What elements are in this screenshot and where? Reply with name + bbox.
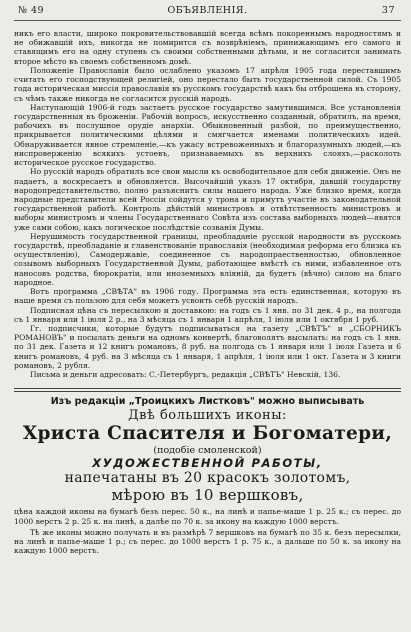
paragraph-1: никъ его власти, широко покровительствовавшій всегда всѣмъ покореннымъ народностямъ и не обижавшій ихъ, никогда не помирится съ возврѣніемъ, принижающимъ его самого и ставящимъ его на одну ступень съ своими собственными дѣтьми, и не согласится занимать второе мѣсто въ своемъ собственномъ домѣ.: [14, 29, 401, 66]
ad-headline: Изъ редакціи „Троицкихъ Листковъ" можно выписывать: [50, 396, 365, 408]
ad-price-text: цѣна каждой иконы на бумагѣ безъ перес. 50 к., на линѣ и папье-маше 1 р. 25 к.; съ перес. до 1000 верстъ 2 р. 25 к. на линѣ, а далѣе по 70 к. за икону на каждую 1000 верстъ.: [14, 507, 401, 526]
page-number: 37: [381, 5, 395, 16]
paragraph-4: Но русскій народъ обратилъ все свои мысли къ освободительное для себя движеніе. Онъ не падаетъ, а воскресаетъ и обновляется. Высочайшій указъ 17 октября, давшій государству народопредставительство, полно разъяснитъ силы нашего народа. Уже близко время, когда народные представители всей Россіи сойдутся у трона и примутъ участіе въ законодательной государственной работѣ. Контроль дѣйствій министровъ и отвѣтственность министровъ и выборы министромъ и члены Государственнаго Совѣта изъ состава выборныхъ людей—явятся уже сами собою, какъ логическое послѣдствіе созванія Думы.: [14, 167, 401, 232]
paragraph-9: Письма и деньги адресовать: С.-Петербургъ, редакція „СВѢТЪ" Невскій, 136.: [30, 370, 341, 380]
paragraph-5: Нерушимость государственной границы, преобладаніе русской народности въ русскомъ государствѣ, преобладаніе и главенствованіе православія (необходимая реформа его близка къ осуществленію), Самодержавіе, соединенное съ народопраественностью, обновленное созывомъ выборныхъ Государственной Думы, работающее вмѣстѣ съ ними, избавленное отъ наносовъ родства, бюрократіи, или иноземныхъ вліяній, да будетъ (вѣчно) силою на благо народное.: [14, 231, 401, 287]
ad-line-6: мѣрою въ 10 вершковъ,: [111, 486, 304, 505]
ad-body: [14, 507, 401, 555]
article-body: [14, 29, 401, 379]
paragraph-6: Вотъ программа „СВѢТА" въ 1906 году. Программа эта есть единственная, которую въ наше время съ пользою для себя можетъ усвоить себѣ русскій народъ.: [14, 287, 401, 306]
paragraph-2: Положеніе Православія было ослаблено указомъ 17 апрѣля 1905 года переставшимъ считать его господствующей религіей, оно перестало быть государственной силой. Съ 1905 года историческая миссія православія въ русскомъ государствѣ какъ бы отброшена въ сторону, съ чѣмъ также никогда не согласится русскій народъ.: [14, 65, 401, 103]
ad-line-4: ХУДОЖЕСТВЕННОЙ РАБОТЫ,: [92, 456, 323, 471]
icon-advertisement: [14, 396, 401, 555]
ad-line-1: Двѣ большихъ иконы:: [128, 408, 287, 424]
ad-small-icon-text: Тѣ же иконы можно получать и въ размѣрѣ 7 вершковъ на бумагѣ по 35 к. безъ пересылки, на линѣ и папье-маше 1 р.; съ перес. до 1000 верстъ 1 р. 75 к., а дальше по 50 к. за икону на каждую 1000 верстъ.: [14, 527, 401, 556]
ad-line-3: (подобіе смоленской): [153, 445, 262, 457]
paragraph-7: Подписная цѣна съ пересылкою и доставкою: на годъ съ 1 янв. по 31 дек. 4 р., на полгода съ 1 января или 1 іюля 2 р., на 3 мѣсяца съ 1 января 1 апрѣля, 1 іюля или 1 октября 1 руб.: [14, 305, 401, 324]
issue-number: № 49: [18, 5, 45, 16]
ad-line-5: напечатаны въ 20 красокъ золотомъ,: [64, 470, 351, 487]
ad-line-2: Христа Спасителя и Богоматери,: [22, 423, 393, 445]
paragraph-3: Наступающій 1906-й годъ застаетъ русское государство замутившимся. Все установленія государственныя въ броженіи. Рабочій вопросъ, искусственно созданный, обратилъ, на время, рабочихъ въ послушное орудіе анархіи. Обыкновенный разбой, по преимущественно, прикрывается политическими цѣлями и смягчается именами политическихъ идей. Обнаруживается явное стремленіе,—къ ужасу встревоженныхъ и благоразумныхъ людей,—къ ниспроверженію всякихъ устоевъ, признаваемыхъ въ верхнихъ слояхъ,—расколоть историческое русское государство.: [14, 102, 401, 168]
section-title: ОБЪЯВЛЕНІЯ.: [167, 5, 248, 16]
page-header: [14, 0, 401, 21]
paragraph-8: Гг. подписчики, которые будутъ подписываться на газету „СВѢТЪ" и „СБОРНИКЪ РОМАНОВЪ" и посылать деньги на одномъ конвертѣ, благоволятъ высылать: на годъ съ 1 янв. по 31 дек. Газета и 12 книгъ романовъ, 8 руб. на полгода съ 1 января или 1 іюля Газета и 6 книгъ романовъ, 4 руб. на 3 мѣсяца съ 1 января, 1 апрѣля, 1 іюля или 1 окт. Газета и 3 книги романовъ, 2 рубля.: [14, 324, 401, 370]
advertisement-divider: [14, 388, 401, 392]
